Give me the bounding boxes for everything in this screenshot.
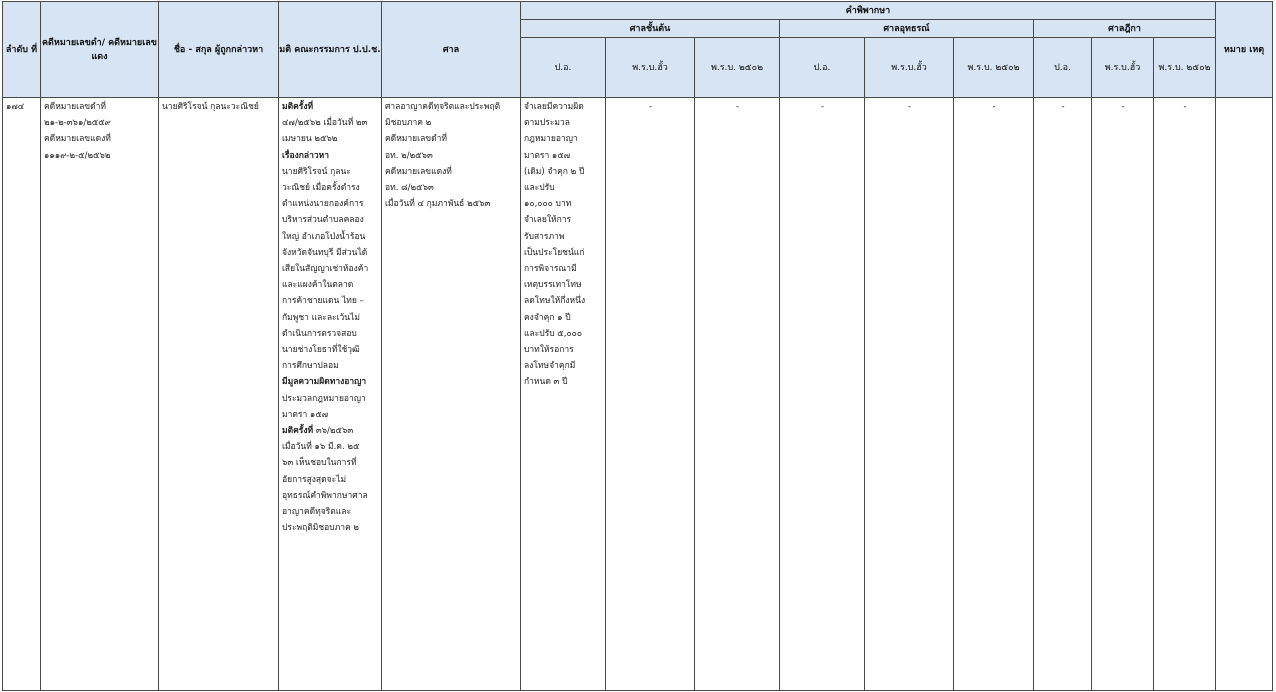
- cell-appeal-prb: -: [865, 98, 954, 691]
- header-first-po: ป.อ.: [521, 38, 606, 98]
- first-po-line: จำเลยมีความผิด: [524, 102, 584, 112]
- resolution-line: การศึกษาปลอม: [282, 361, 339, 372]
- resolution-line: อัยการสูงสุดจะไม่: [282, 474, 347, 485]
- resolution-line: ตำแหน่งนายกองค์การ: [282, 199, 364, 210]
- first-po-line: และปรับ ๕,๐๐๐: [524, 328, 583, 339]
- resolution-line: มติครั้งที่ ๓๖/๒๕๖๓: [282, 426, 354, 437]
- resolution-line: เสียในสัญญาเช่าห้องค้า: [282, 264, 369, 275]
- resolution-line: ๔๗/๒๕๖๒ เมื่อวันที่ ๒๓: [282, 118, 368, 129]
- resolution-line: ประพฤติมิชอบภาค ๒: [282, 523, 360, 534]
- cell-name: นายศิริโรจน์ กุลนะวะณิชย์: [159, 98, 279, 691]
- cell-first-2502: -: [695, 98, 780, 691]
- first-po-line: รับสารภาพ: [524, 231, 565, 242]
- resolution-line: จังหวัดจันทบุรี มีส่วนได้: [282, 247, 368, 258]
- header-case-no: คดีหมายเลขดำ/ คดีหมายเลขแดง: [41, 2, 159, 98]
- header-first-court: ศาลชั้นต้น: [521, 20, 780, 38]
- resolution-line: มีมูลความผิดทางอาญา: [282, 377, 367, 388]
- cell-supreme-prb: -: [1092, 98, 1154, 691]
- resolution-line: ใหญ่ อำเภอโป่งน้ำร้อน: [282, 231, 366, 242]
- first-po-line: ๑๐,๐๐๐ บาท: [524, 199, 572, 210]
- cell-appeal-2502: -: [954, 98, 1034, 691]
- resolution-line: นายช่างโยธาที่ใช้วุฒิ: [282, 345, 360, 356]
- court-line: คดีหมายเลขดำที่: [385, 134, 447, 145]
- cell-supreme-po: -: [1034, 98, 1092, 691]
- resolution-line: มติครั้งที่: [282, 102, 314, 112]
- header-no: ลำดับ ที่: [3, 2, 41, 98]
- resolution-line: อาญาคดีทุจริตและ: [282, 507, 352, 518]
- cell-first-prb: -: [606, 98, 695, 691]
- resolution-line: และแผงค้าในตลาด: [282, 280, 354, 291]
- header-first-prb: พ.ร.บ.ฮั้ว: [606, 38, 695, 98]
- court-line: อท. ๒/๒๕๖๓: [385, 150, 433, 161]
- cell-appeal-po: -: [780, 98, 865, 691]
- resolution-line: เมื่อวันที่ ๑๖ มี.ค. ๒๕: [282, 442, 360, 453]
- first-po-line: เป็นประโยชน์แก่: [524, 247, 585, 258]
- first-po-line: ตามประมวล: [524, 118, 571, 129]
- resolution-line: บริหารส่วนตำบลคลอง: [282, 215, 364, 226]
- header-first-2502: พ.ร.บ. ๒๕๐๒: [695, 38, 780, 98]
- court-line: เมื่อวันที่ ๔ กุมภาพันธ์ ๒๕๖๓: [385, 199, 491, 210]
- first-po-line: เหตุบรรเทาโทษ: [524, 280, 582, 291]
- header-supreme-court: ศาลฎีกา: [1034, 20, 1216, 38]
- first-po-line: กฎหมายอาญา: [524, 134, 578, 145]
- header-remark: หมาย เหตุ: [1216, 2, 1273, 98]
- first-po-line: คงจำคุก ๑ ปี: [524, 312, 571, 323]
- judgment-table: [2, 1, 1273, 691]
- header-supreme-2502: พ.ร.บ. ๒๕๐๒: [1154, 38, 1216, 98]
- first-po-line: (เดิม) จำคุก ๒ ปี: [524, 166, 585, 177]
- first-po-line: และปรับ: [524, 183, 555, 194]
- resolution-line: วะณิชย์ เมื่อครั้งดำรง: [282, 183, 360, 194]
- header-court: ศาล: [382, 2, 521, 98]
- header-supreme-po: ป.อ.: [1034, 38, 1092, 98]
- resolution-line: มาตรา ๑๕๗: [282, 409, 329, 420]
- first-po-line: การพิจารณามี: [524, 264, 577, 275]
- header-name: ชื่อ - สกุล ผู้ถูกกล่าวหา: [159, 2, 279, 98]
- cell-resolution: [279, 98, 382, 691]
- first-po-line: บาทให้รอการ: [524, 345, 574, 356]
- header-resolution: มติ คณะกรรมการ ป.ป.ช.: [279, 2, 382, 98]
- first-po-line: กำหนด ๓ ปี: [524, 377, 568, 388]
- header-appeal-court: ศาลอุทธรณ์: [780, 20, 1034, 38]
- case-line: ๑๑๑๙-๒-๕/๒๕๖๒: [44, 150, 111, 161]
- cell-first-po: [521, 98, 606, 691]
- resolution-line: ดำเนินการตรวจสอบ: [282, 328, 357, 339]
- header-judgment: คำพิพากษา: [521, 2, 1216, 20]
- header-appeal-po: ป.อ.: [780, 38, 865, 98]
- header-appeal-prb: พ.ร.บ.ฮั้ว: [865, 38, 954, 98]
- resolution-line: ประมวลกฎหมายอาญา: [282, 393, 366, 404]
- first-po-line: มาตรา ๑๕๗: [524, 150, 571, 161]
- cell-supreme-2502: -: [1154, 98, 1216, 691]
- cell-no: ๑๗๔: [3, 98, 41, 691]
- case-line: คดีหมายเลขแดงที่: [44, 134, 111, 145]
- resolution-line: นายศิริโรจน์ กุลนะ: [282, 166, 351, 177]
- first-po-line: ลดโทษให้กึ่งหนึ่ง: [524, 296, 586, 307]
- resolution-line: กัมพูชา และละเว้นไม่: [282, 312, 360, 323]
- resolution-line: ๖๓ เห็นชอบในการที่: [282, 458, 357, 469]
- court-line: ศาลอาญาคดีทุจริตและประพฤติ: [385, 102, 501, 112]
- court-line: คดีหมายเลขแดงที่: [385, 166, 452, 177]
- case-line: คดีหมายเลขดำที่: [44, 102, 106, 112]
- resolution-line: เรื่องกล่าวหา: [282, 150, 330, 161]
- cell-remark: [1216, 98, 1273, 691]
- cell-case-no: [41, 98, 159, 691]
- resolution-line: การค้าชายแดน ไทย –: [282, 296, 364, 307]
- header-supreme-prb: พ.ร.บ.ฮั้ว: [1092, 38, 1154, 98]
- resolution-line: เมษายน ๒๕๖๒: [282, 134, 338, 145]
- cell-court: [382, 98, 521, 691]
- table-row: [3, 98, 1273, 691]
- first-po-line: ลงโทษจำคุกมี: [524, 361, 576, 372]
- case-line: ๒๑-๒-๓๖๑/๒๕๕๙: [44, 118, 111, 129]
- first-po-line: จำเลยให้การ: [524, 215, 572, 226]
- resolution-line: อุทธรณ์คำพิพากษาศาล: [282, 490, 368, 501]
- court-line: มิชอบภาค ๒: [385, 118, 432, 129]
- court-line: อท. ๘/๒๕๖๓: [385, 183, 434, 194]
- header-appeal-2502: พ.ร.บ. ๒๕๐๒: [954, 38, 1034, 98]
